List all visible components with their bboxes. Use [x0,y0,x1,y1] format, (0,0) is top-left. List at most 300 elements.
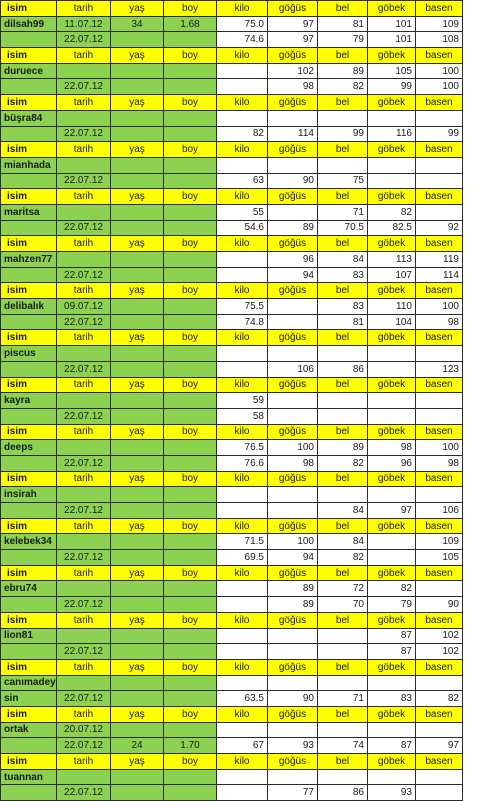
cell-yas[interactable] [111,32,164,48]
header-cell-kilo[interactable]: kilo [217,189,268,205]
cell-tarih[interactable]: 09.07.12 [57,299,111,315]
cell-kilo[interactable]: 59 [217,393,268,409]
cell-yas[interactable]: 34 [111,16,164,32]
cell-yas[interactable] [111,440,164,456]
cell-yas[interactable] [111,63,164,79]
cell-yas[interactable] [111,346,164,362]
header-cell-kilo[interactable]: kilo [217,471,268,487]
header-cell-bel[interactable]: bel [318,565,368,581]
cell-isim[interactable]: dilsah99 [1,16,57,32]
header-cell-yas[interactable]: yaş [111,659,164,675]
header-cell-gobek[interactable]: göbek [368,95,416,111]
cell-gogus[interactable] [268,204,318,220]
cell-isim[interactable]: delibalık [1,299,57,315]
header-cell-gogus[interactable]: göğüs [268,330,318,346]
header-cell-boy[interactable]: boy [164,659,217,675]
header-cell-isim[interactable]: isim [1,1,57,17]
cell-tarih[interactable]: 22.07.12 [57,173,111,189]
cell-gobek[interactable] [368,173,416,189]
cell-boy[interactable] [164,252,217,268]
cell-gogus[interactable]: 98 [268,455,318,471]
header-cell-yas[interactable]: yaş [111,95,164,111]
cell-boy[interactable] [164,126,217,142]
header-cell-bel[interactable]: bel [318,706,368,722]
cell-bel[interactable]: 71 [318,204,368,220]
cell-boy[interactable] [164,346,217,362]
header-cell-boy[interactable]: boy [164,189,217,205]
cell-yas[interactable] [111,675,164,691]
cell-isim[interactable]: sin [1,691,57,707]
header-cell-boy[interactable]: boy [164,518,217,534]
cell-kilo[interactable]: 54.6 [217,220,268,236]
cell-isim[interactable]: büşra84 [1,110,57,126]
cell-tarih[interactable]: 22.07.12 [57,691,111,707]
header-cell-tarih[interactable]: tarih [57,706,111,722]
cell-gobek[interactable]: 110 [368,299,416,315]
cell-kilo[interactable] [217,722,268,738]
cell-tarih[interactable]: 22.07.12 [57,644,111,660]
cell-isim[interactable] [1,408,57,424]
cell-boy[interactable] [164,408,217,424]
cell-boy[interactable] [164,550,217,566]
cell-isim[interactable]: duruece [1,63,57,79]
cell-bel[interactable] [318,346,368,362]
cell-gogus[interactable] [268,675,318,691]
cell-yas[interactable] [111,267,164,283]
cell-gobek[interactable] [368,675,416,691]
cell-yas[interactable] [111,534,164,550]
header-cell-basen[interactable]: basen [416,659,463,675]
cell-kilo[interactable] [217,361,268,377]
cell-bel[interactable]: 84 [318,503,368,519]
cell-basen[interactable] [416,157,463,173]
header-cell-basen[interactable]: basen [416,754,463,770]
cell-boy[interactable] [164,769,217,785]
cell-tarih[interactable] [57,440,111,456]
cell-yas[interactable] [111,314,164,330]
cell-kilo[interactable] [217,267,268,283]
header-cell-gobek[interactable]: göbek [368,565,416,581]
header-cell-gogus[interactable]: göğüs [268,706,318,722]
header-cell-gogus[interactable]: göğüs [268,142,318,158]
header-cell-isim[interactable]: isim [1,659,57,675]
header-cell-bel[interactable]: bel [318,48,368,64]
cell-basen[interactable] [416,204,463,220]
header-cell-isim[interactable]: isim [1,330,57,346]
cell-gogus[interactable]: 102 [268,63,318,79]
cell-isim[interactable] [1,550,57,566]
cell-basen[interactable]: 100 [416,63,463,79]
cell-bel[interactable] [318,628,368,644]
header-cell-isim[interactable]: isim [1,424,57,440]
cell-basen[interactable] [416,110,463,126]
cell-kilo[interactable] [217,503,268,519]
cell-basen[interactable]: 123 [416,361,463,377]
header-cell-kilo[interactable]: kilo [217,236,268,252]
header-cell-boy[interactable]: boy [164,48,217,64]
cell-isim[interactable]: maritsa [1,204,57,220]
cell-gogus[interactable]: 97 [268,32,318,48]
cell-yas[interactable] [111,361,164,377]
cell-gogus[interactable]: 89 [268,597,318,613]
cell-gogus[interactable]: 106 [268,361,318,377]
cell-yas[interactable] [111,126,164,142]
header-cell-basen[interactable]: basen [416,189,463,205]
header-cell-gogus[interactable]: göğüs [268,189,318,205]
cell-bel[interactable]: 82 [318,79,368,95]
cell-basen[interactable]: 92 [416,220,463,236]
cell-bel[interactable]: 81 [318,16,368,32]
cell-bel[interactable] [318,393,368,409]
cell-basen[interactable] [416,581,463,597]
header-cell-basen[interactable]: basen [416,565,463,581]
header-cell-kilo[interactable]: kilo [217,95,268,111]
cell-basen[interactable] [416,173,463,189]
header-cell-gobek[interactable]: göbek [368,236,416,252]
cell-yas[interactable] [111,691,164,707]
header-cell-tarih[interactable]: tarih [57,330,111,346]
cell-isim[interactable]: deeps [1,440,57,456]
header-cell-isim[interactable]: isim [1,283,57,299]
cell-isim[interactable] [1,361,57,377]
cell-isim[interactable] [1,314,57,330]
cell-bel[interactable]: 89 [318,63,368,79]
cell-isim[interactable]: piscus [1,346,57,362]
cell-bel[interactable]: 84 [318,252,368,268]
header-cell-basen[interactable]: basen [416,471,463,487]
header-cell-boy[interactable]: boy [164,1,217,17]
cell-boy[interactable]: 1.70 [164,738,217,754]
cell-yas[interactable] [111,252,164,268]
header-cell-isim[interactable]: isim [1,612,57,628]
header-cell-yas[interactable]: yaş [111,518,164,534]
cell-gobek[interactable] [368,769,416,785]
header-cell-kilo[interactable]: kilo [217,330,268,346]
header-cell-bel[interactable]: bel [318,424,368,440]
cell-basen[interactable] [416,487,463,503]
header-cell-gobek[interactable]: göbek [368,612,416,628]
cell-bel[interactable] [318,769,368,785]
cell-yas[interactable] [111,785,164,801]
header-cell-gogus[interactable]: göğüs [268,1,318,17]
cell-yas[interactable] [111,581,164,597]
cell-yas[interactable] [111,299,164,315]
cell-tarih[interactable]: 22.07.12 [57,550,111,566]
cell-bel[interactable]: 70 [318,597,368,613]
cell-bel[interactable]: 83 [318,299,368,315]
cell-kilo[interactable]: 67 [217,738,268,754]
header-cell-gobek[interactable]: göbek [368,189,416,205]
cell-yas[interactable]: 24 [111,738,164,754]
cell-gogus[interactable] [268,157,318,173]
header-cell-gogus[interactable]: göğüs [268,95,318,111]
header-cell-basen[interactable]: basen [416,706,463,722]
header-cell-kilo[interactable]: kilo [217,754,268,770]
cell-kilo[interactable]: 75.0 [217,16,268,32]
header-cell-gobek[interactable]: göbek [368,706,416,722]
cell-bel[interactable]: 86 [318,361,368,377]
cell-kilo[interactable] [217,675,268,691]
header-cell-bel[interactable]: bel [318,142,368,158]
cell-kilo[interactable]: 76.6 [217,455,268,471]
cell-tarih[interactable] [57,581,111,597]
cell-bel[interactable] [318,675,368,691]
header-cell-yas[interactable]: yaş [111,612,164,628]
header-cell-basen[interactable]: basen [416,142,463,158]
cell-gogus[interactable]: 96 [268,252,318,268]
header-cell-basen[interactable]: basen [416,424,463,440]
header-cell-gogus[interactable]: göğüs [268,565,318,581]
cell-isim[interactable] [1,126,57,142]
cell-gogus[interactable] [268,408,318,424]
header-cell-gogus[interactable]: göğüs [268,424,318,440]
header-cell-gogus[interactable]: göğüs [268,518,318,534]
cell-gobek[interactable]: 96 [368,455,416,471]
cell-tarih[interactable]: 22.07.12 [57,455,111,471]
cell-boy[interactable] [164,581,217,597]
cell-tarih[interactable]: 22.07.12 [57,361,111,377]
header-cell-kilo[interactable]: kilo [217,706,268,722]
cell-gobek[interactable]: 116 [368,126,416,142]
header-cell-gogus[interactable]: göğüs [268,236,318,252]
cell-gogus[interactable]: 93 [268,738,318,754]
header-cell-gobek[interactable]: göbek [368,518,416,534]
cell-yas[interactable] [111,204,164,220]
cell-kilo[interactable]: 74.8 [217,314,268,330]
cell-basen[interactable]: 108 [416,32,463,48]
cell-gobek[interactable] [368,534,416,550]
header-cell-yas[interactable]: yaş [111,565,164,581]
header-cell-boy[interactable]: boy [164,377,217,393]
header-cell-tarih[interactable]: tarih [57,424,111,440]
cell-basen[interactable]: 102 [416,644,463,660]
cell-yas[interactable] [111,393,164,409]
header-cell-basen[interactable]: basen [416,518,463,534]
header-cell-bel[interactable]: bel [318,95,368,111]
header-cell-bel[interactable]: bel [318,518,368,534]
cell-gobek[interactable] [368,361,416,377]
cell-gogus[interactable]: 89 [268,220,318,236]
header-cell-boy[interactable]: boy [164,471,217,487]
cell-boy[interactable] [164,455,217,471]
header-cell-bel[interactable]: bel [318,659,368,675]
cell-boy[interactable] [164,691,217,707]
cell-tarih[interactable]: 22.07.12 [57,738,111,754]
cell-bel[interactable] [318,722,368,738]
header-cell-bel[interactable]: bel [318,377,368,393]
cell-tarih[interactable]: 22.07.12 [57,408,111,424]
header-cell-bel[interactable]: bel [318,283,368,299]
header-cell-boy[interactable]: boy [164,330,217,346]
cell-tarih[interactable]: 22.07.12 [57,597,111,613]
cell-tarih[interactable]: 22.07.12 [57,126,111,142]
header-cell-tarih[interactable]: tarih [57,142,111,158]
cell-boy[interactable] [164,299,217,315]
cell-boy[interactable] [164,267,217,283]
cell-gobek[interactable]: 82 [368,204,416,220]
header-cell-yas[interactable]: yaş [111,330,164,346]
header-cell-tarih[interactable]: tarih [57,377,111,393]
header-cell-kilo[interactable]: kilo [217,565,268,581]
cell-gobek[interactable] [368,110,416,126]
cell-bel[interactable]: 75 [318,173,368,189]
cell-tarih[interactable] [57,769,111,785]
header-cell-isim[interactable]: isim [1,48,57,64]
cell-gobek[interactable]: 99 [368,79,416,95]
cell-bel[interactable]: 71 [318,691,368,707]
cell-boy[interactable] [164,204,217,220]
cell-gobek[interactable] [368,346,416,362]
cell-tarih[interactable] [57,534,111,550]
header-cell-basen[interactable]: basen [416,377,463,393]
cell-basen[interactable]: 99 [416,126,463,142]
header-cell-bel[interactable]: bel [318,754,368,770]
cell-isim[interactable] [1,267,57,283]
cell-basen[interactable]: 109 [416,16,463,32]
cell-tarih[interactable]: 22.07.12 [57,220,111,236]
cell-kilo[interactable] [217,63,268,79]
header-cell-basen[interactable]: basen [416,283,463,299]
header-cell-kilo[interactable]: kilo [217,518,268,534]
header-cell-gobek[interactable]: göbek [368,283,416,299]
header-cell-isim[interactable]: isim [1,377,57,393]
cell-tarih[interactable] [57,252,111,268]
cell-isim[interactable]: canımadey [1,675,57,691]
cell-boy[interactable] [164,675,217,691]
header-cell-tarih[interactable]: tarih [57,48,111,64]
cell-kilo[interactable] [217,785,268,801]
cell-bel[interactable]: 74 [318,738,368,754]
header-cell-yas[interactable]: yaş [111,142,164,158]
cell-tarih[interactable]: 22.07.12 [57,79,111,95]
header-cell-yas[interactable]: yaş [111,236,164,252]
header-cell-yas[interactable]: yaş [111,424,164,440]
header-cell-kilo[interactable]: kilo [217,659,268,675]
header-cell-isim[interactable]: isim [1,236,57,252]
header-cell-tarih[interactable]: tarih [57,754,111,770]
header-cell-boy[interactable]: boy [164,142,217,158]
cell-kilo[interactable] [217,769,268,785]
header-cell-basen[interactable]: basen [416,612,463,628]
cell-bel[interactable] [318,487,368,503]
header-cell-yas[interactable]: yaş [111,1,164,17]
cell-yas[interactable] [111,769,164,785]
header-cell-yas[interactable]: yaş [111,754,164,770]
cell-yas[interactable] [111,487,164,503]
cell-basen[interactable]: 105 [416,550,463,566]
header-cell-isim[interactable]: isim [1,471,57,487]
cell-gobek[interactable]: 101 [368,16,416,32]
header-cell-isim[interactable]: isim [1,706,57,722]
cell-kilo[interactable] [217,157,268,173]
cell-basen[interactable] [416,408,463,424]
cell-kilo[interactable] [217,628,268,644]
cell-isim[interactable] [1,79,57,95]
cell-bel[interactable]: 89 [318,440,368,456]
header-cell-gogus[interactable]: göğüs [268,754,318,770]
cell-kilo[interactable]: 82 [217,126,268,142]
cell-isim[interactable] [1,738,57,754]
header-cell-yas[interactable]: yaş [111,283,164,299]
cell-tarih[interactable]: 22.07.12 [57,503,111,519]
cell-gogus[interactable]: 89 [268,581,318,597]
cell-boy[interactable] [164,644,217,660]
cell-tarih[interactable]: 22.07.12 [57,314,111,330]
cell-kilo[interactable] [217,252,268,268]
header-cell-basen[interactable]: basen [416,236,463,252]
cell-yas[interactable] [111,503,164,519]
cell-kilo[interactable]: 69.5 [217,550,268,566]
cell-tarih[interactable] [57,393,111,409]
header-cell-bel[interactable]: bel [318,189,368,205]
cell-gobek[interactable]: 105 [368,63,416,79]
cell-kilo[interactable] [217,644,268,660]
cell-bel[interactable] [318,408,368,424]
cell-boy[interactable] [164,503,217,519]
header-cell-isim[interactable]: isim [1,95,57,111]
header-cell-gogus[interactable]: göğüs [268,659,318,675]
cell-kilo[interactable] [217,597,268,613]
cell-gogus[interactable] [268,110,318,126]
header-cell-yas[interactable]: yaş [111,189,164,205]
cell-boy[interactable] [164,534,217,550]
cell-kilo[interactable]: 76.5 [217,440,268,456]
cell-bel[interactable]: 82 [318,455,368,471]
header-cell-yas[interactable]: yaş [111,706,164,722]
cell-gogus[interactable] [268,628,318,644]
cell-basen[interactable]: 109 [416,534,463,550]
cell-bel[interactable]: 82 [318,550,368,566]
cell-yas[interactable] [111,408,164,424]
cell-bel[interactable]: 72 [318,581,368,597]
cell-gobek[interactable]: 87 [368,738,416,754]
header-cell-bel[interactable]: bel [318,236,368,252]
header-cell-tarih[interactable]: tarih [57,95,111,111]
header-cell-tarih[interactable]: tarih [57,518,111,534]
header-cell-boy[interactable]: boy [164,424,217,440]
cell-kilo[interactable] [217,110,268,126]
cell-boy[interactable]: 1.68 [164,16,217,32]
header-cell-gobek[interactable]: göbek [368,424,416,440]
cell-gogus[interactable]: 90 [268,691,318,707]
cell-bel[interactable]: 79 [318,32,368,48]
cell-gogus[interactable] [268,769,318,785]
cell-yas[interactable] [111,597,164,613]
cell-bel[interactable]: 99 [318,126,368,142]
header-cell-kilo[interactable]: kilo [217,142,268,158]
header-cell-tarih[interactable]: tarih [57,659,111,675]
cell-isim[interactable]: kelebek34 [1,534,57,550]
cell-bel[interactable] [318,157,368,173]
cell-bel[interactable]: 81 [318,314,368,330]
header-cell-isim[interactable]: isim [1,518,57,534]
cell-isim[interactable] [1,173,57,189]
cell-basen[interactable]: 114 [416,267,463,283]
cell-gogus[interactable] [268,487,318,503]
cell-bel[interactable]: 83 [318,267,368,283]
header-cell-tarih[interactable]: tarih [57,189,111,205]
cell-gobek[interactable]: 107 [368,267,416,283]
cell-kilo[interactable]: 71.5 [217,534,268,550]
cell-yas[interactable] [111,79,164,95]
cell-yas[interactable] [111,455,164,471]
cell-boy[interactable] [164,722,217,738]
cell-gogus[interactable]: 100 [268,440,318,456]
cell-gogus[interactable]: 100 [268,534,318,550]
cell-boy[interactable] [164,487,217,503]
header-cell-yas[interactable]: yaş [111,471,164,487]
cell-gobek[interactable]: 82 [368,581,416,597]
